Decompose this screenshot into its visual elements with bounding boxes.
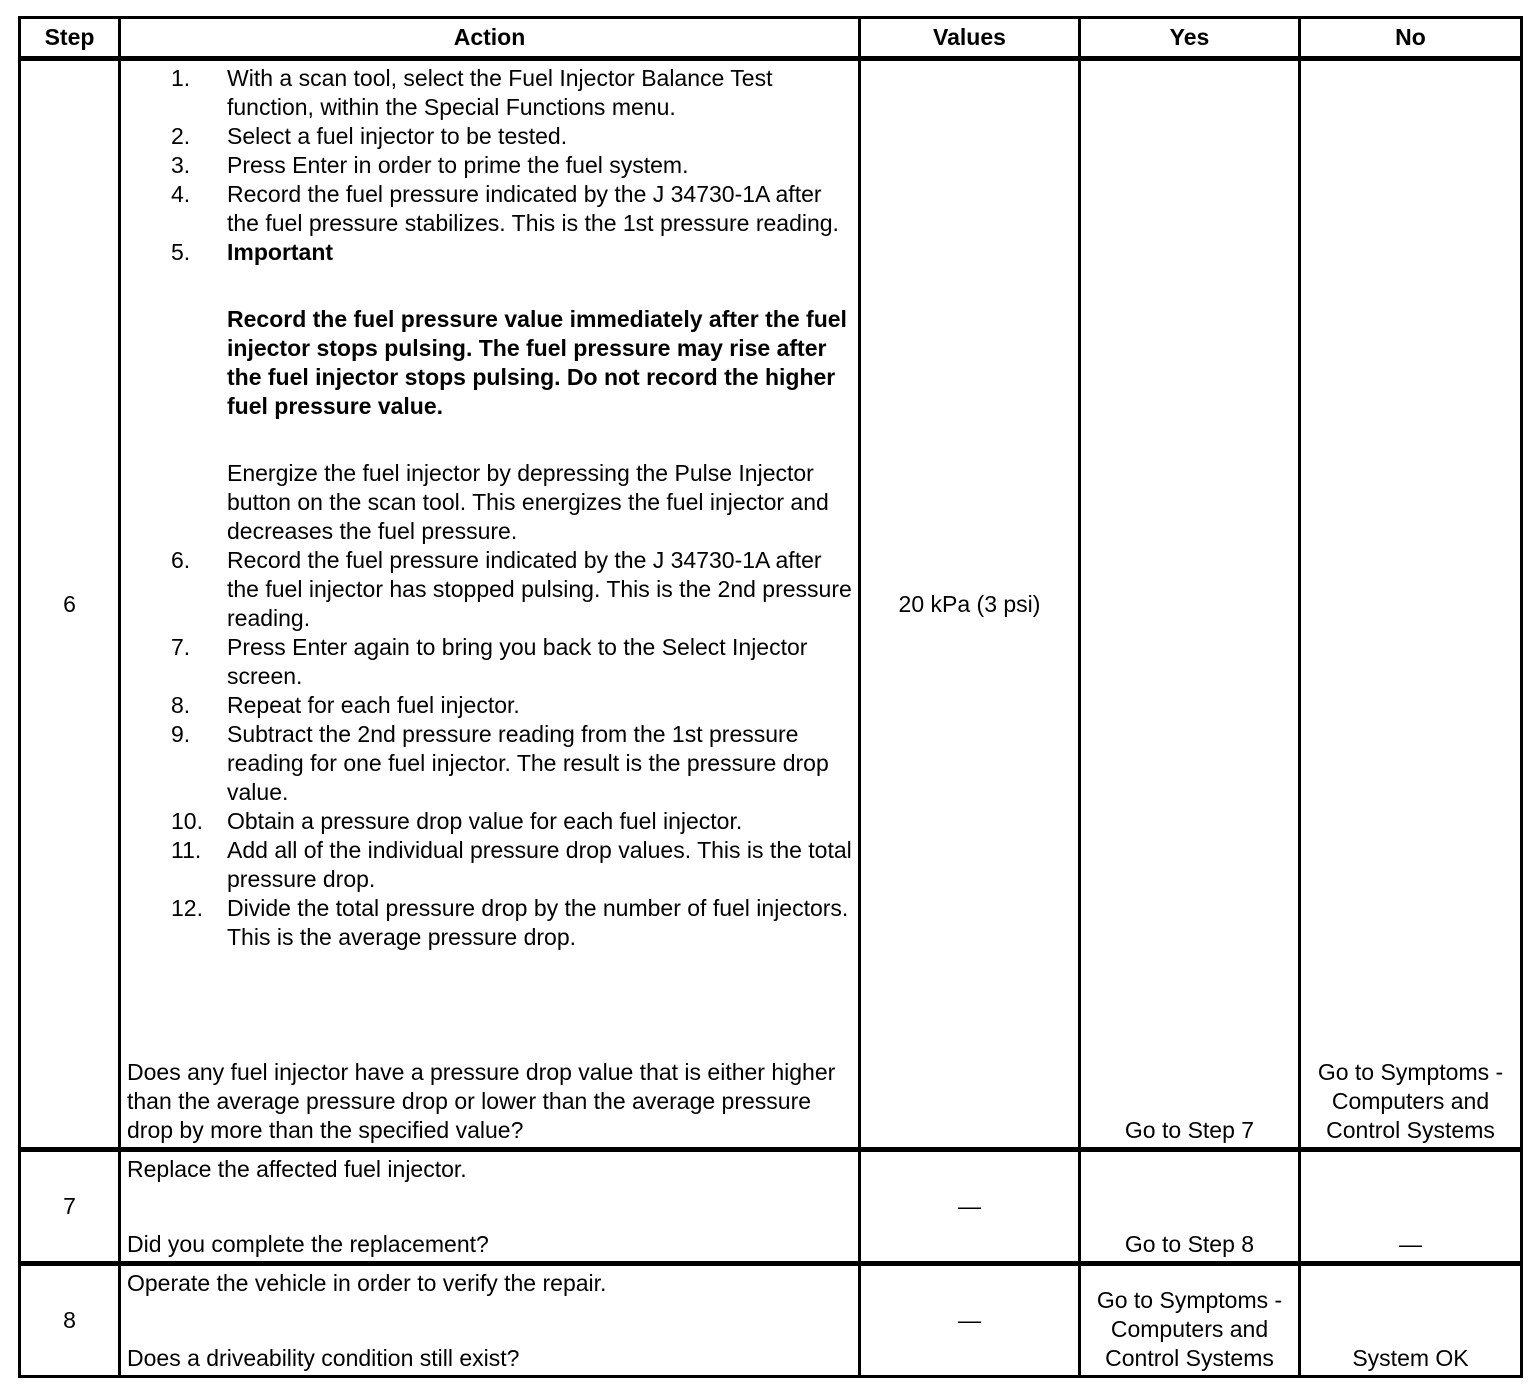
important-heading: Important <box>227 239 334 265</box>
no-cell: Go to Symptoms - Computers and Control Systems <box>1300 59 1522 1150</box>
energize-instruction: Energize the fuel injector by depressing the Pulse Injector button on the scan tool. This energizes the fuel injector and decreases the fuel pressure. <box>227 460 829 544</box>
value-cell: — <box>860 1150 1080 1264</box>
no-cell: — <box>1300 1150 1522 1264</box>
value-cell: — <box>860 1264 1080 1377</box>
yes-cell: Go to Step 7 <box>1080 59 1300 1150</box>
list-item: 9. Subtract the 2nd pressure reading from the 1st pressure reading for one fuel injector. The result is the pressure drop value. <box>171 721 829 805</box>
step-number: 6 <box>20 59 120 1150</box>
important-block <box>127 305 852 546</box>
list-item: 12. Divide the total pressure drop by the number of fuel injectors. This is the average pressure drop. <box>171 895 849 950</box>
list-item: 4. Record the fuel pressure indicated by the J 34730-1A after the fuel pressure stabilizes. This is the 1st pressure reading. <box>171 181 839 236</box>
table-row-step-6 <box>20 59 1522 1150</box>
action-text: Operate the vehicle in order to verify the repair. <box>127 1270 607 1296</box>
header-row <box>20 18 1522 59</box>
header-values: Values <box>860 18 1080 59</box>
list-item: 5. Important <box>171 238 852 267</box>
procedure-list-b <box>127 546 852 952</box>
important-note: Record the fuel pressure value immediately after the fuel injector stops pulsing. The fuel pressure may rise after the fuel injector stops pulsing. Do not record the higher fuel pressure value. <box>227 306 847 419</box>
table-row-step-7 <box>20 1150 1522 1264</box>
action-cell <box>120 1150 860 1264</box>
step-number: 8 <box>20 1264 120 1377</box>
list-item: 11. Add all of the individual pressure drop values. This is the total pressure drop. <box>171 837 852 892</box>
action-cell <box>120 59 860 1150</box>
diagnostic-table <box>18 16 1523 1378</box>
header-step: Step <box>20 18 120 59</box>
list-item: 7. Press Enter again to bring you back to the Select Injector screen. <box>171 634 808 689</box>
procedure-list-a <box>127 64 852 267</box>
header-action: Action <box>120 18 860 59</box>
yes-cell: Go to Symptoms - Computers and Control Systems <box>1080 1264 1300 1377</box>
action-cell <box>120 1264 860 1377</box>
list-item: 6. Record the fuel pressure indicated by the J 34730-1A after the fuel injector has stopped pulsing. This is the 2nd pressure reading. <box>171 547 852 631</box>
table-row-step-8 <box>20 1264 1522 1377</box>
header-yes: Yes <box>1080 18 1300 59</box>
list-item: 1. With a scan tool, select the Fuel Injector Balance Test function, within the Special Functions menu. <box>171 65 773 120</box>
question-text: Does any fuel injector have a pressure drop value that is either higher than the average pressure drop or lower than the average pressure drop by more than the specified value? <box>127 1059 836 1143</box>
procedure <box>127 64 852 952</box>
yes-cell: Go to Step 8 <box>1080 1150 1300 1264</box>
header-no: No <box>1300 18 1522 59</box>
list-item: 10. Obtain a pressure drop value for each fuel injector. <box>171 808 743 834</box>
list-item: 8. Repeat for each fuel injector. <box>171 692 520 718</box>
value-cell: 20 kPa (3 psi) <box>860 59 1080 1150</box>
list-item: 2. Select a fuel injector to be tested. <box>171 123 568 149</box>
action-text: Replace the affected fuel injector. <box>127 1156 467 1182</box>
step-number: 7 <box>20 1150 120 1264</box>
list-item: 3. Press Enter in order to prime the fuel system. <box>171 152 689 178</box>
question-text: Does a driveability condition still exist? <box>127 1345 520 1371</box>
no-cell: System OK <box>1300 1264 1522 1377</box>
question-text: Did you complete the replacement? <box>127 1231 489 1257</box>
